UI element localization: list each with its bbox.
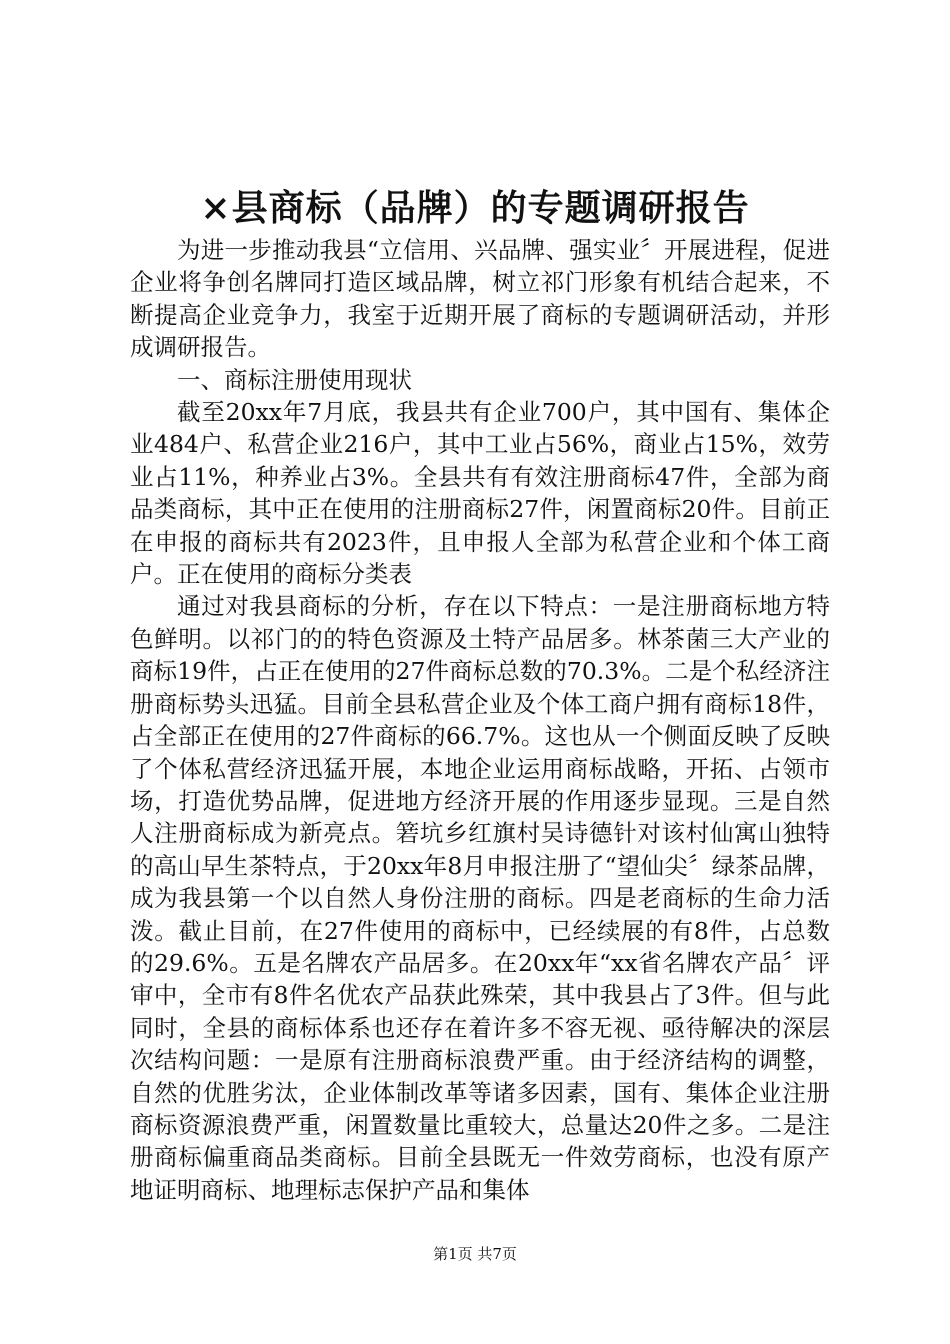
page-number: 第1页 共7页 bbox=[433, 1245, 517, 1263]
document-body bbox=[130, 234, 830, 1206]
paragraph-status: 截至20xx年7月底，我县共有企业700户，其中国有、集体企业484户、私营企业216户，其中工业占56%，商业占15%，效劳业占11%，种养业占3%。全县共有有效注册商标47件，全部为商品类商标，其中正在使用的注册商标27件，闲置商标20件。目前正在申报的商标共有2023件，且申报人全部为私营企业和个体工商户。正在使用的商标分类表 bbox=[130, 398, 830, 589]
document-title: ×县商标（品牌）的专题调研报告 bbox=[200, 187, 750, 229]
paragraph-intro: 为进一步推动我县“立信用、兴品牌、强实业〞开展进程，促进企业将争创名牌同打造区域品牌，树立祁门形象有机结合起来，不断提高企业竞争力，我室于近期开展了商标的专题调研活动，并形成调研报告。 bbox=[130, 236, 830, 362]
section-heading: 一、商标注册使用现状 bbox=[177, 365, 412, 394]
paragraph-analysis: 通过对我县商标的分析，存在以下特点：一是注册商标地方特色鲜明。以祁门的的特色资源及土特产品居多。林茶菌三大产业的商标19件，占正在使用的27件商标总数的70.3%。二是个私经济注册商标势头迅猛。目前全县私营企业及个体工商户拥有商标18件，占全部正在使用的27件商标的66.7%。这也从一个侧面反映了反映了个体私营经济迅猛开展，本地企业运用商标战略，开拓、占领市场，打造优势品牌，促进地方经济开展的作用逐步显现。三是自然人注册商标成为新亮点。箬坑乡红旗村吴诗德针对该村仙寓山独特的高山早生茶特点，于20xx年8月申报注册了“望仙尖〞绿茶品牌，成为我县第一个以自然人身份注册的商标。四是老商标的生命力活泼。截止目前，在27件使用的商标中，已经续展的有8件，占总数的29.6%。五是名牌农产品居多。在20xx年“xx省名牌农产品〞评审中，全市有8件名优农产品获此殊荣，其中我县占了3件。但与此同时，全县的商标体系也还存在着许多不容无视、亟待解决的深层次结构问题：一是原有注册商标浪费严重。由于经济结构的调整，自然的优胜劣汰，企业体制改革等诸多因素，国有、集体企业注册商标资源浪费严重，闲置数量比重较大，总量达20件之多。二是注册商标偏重商品类商标。目前全县既无一件效劳商标，也没有原产地证明商标、地理标志保护产品和集体 bbox=[130, 592, 830, 1204]
